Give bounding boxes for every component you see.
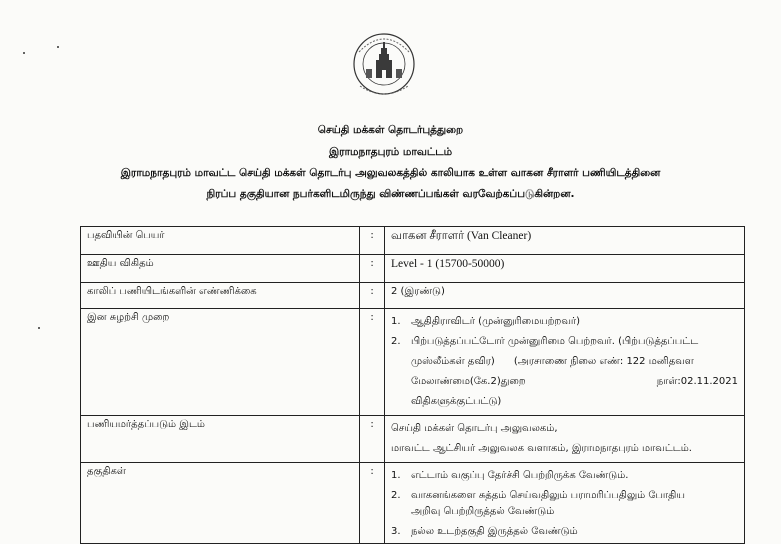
item-number: 1.	[391, 316, 401, 327]
office-name: செய்தி மக்கள் தொடர்பு அலுவலகம்,	[391, 423, 558, 434]
item-number: 1.	[391, 470, 401, 481]
list-item	[391, 468, 738, 484]
item-text: ஆதிதிராவிடர் (முன்னுரிமையற்றவர்)	[411, 316, 581, 327]
item-text: வாகனங்களை சுத்தம் செய்வதிலும் பராமரிப்பதிலும் போதிய	[411, 490, 685, 501]
notice-line-2: நிரப்ப தகுதியான நபர்களிடமிருந்து விண்ணப்பங்கள் வரவேற்கப்படுகின்றன.	[206, 188, 575, 200]
item-text: பிற்படுத்தப்பட்டோர் முன்னுரிமை பெற்றவர். (பிற்படுத்தப்பட்ட	[411, 336, 699, 347]
list-item	[391, 524, 738, 540]
post-name-value: வாகன சீராளர் (Van Cleaner)	[385, 227, 745, 255]
item-number: 2.	[391, 490, 401, 501]
table-row	[81, 309, 745, 416]
department-heading: செய்தி மக்கள் தொடர்புத்துறை	[317, 124, 464, 136]
table-row	[81, 463, 745, 544]
district-heading: இராமநாதபுரம் மாவட்டம்	[328, 146, 453, 158]
pay-scale-label: ஊதிய விகிதம்	[81, 255, 360, 283]
table-row	[81, 416, 745, 463]
pay-scale-value: Level - 1 (15700-50000)	[385, 255, 745, 283]
scan-speck	[57, 46, 59, 48]
item-continuation: அறிவு பெற்றிருத்தல் வேண்டும்	[411, 506, 555, 517]
table-row	[81, 283, 745, 309]
list-item	[391, 332, 738, 352]
scan-speck	[23, 52, 25, 54]
post-name-label: பதவியின் பெயர்	[81, 227, 360, 255]
item-text: எட்டாம் வகுப்பு தேர்ச்சி பெற்றிருக்க வேண்டும்.	[411, 470, 629, 481]
order-date: நாள்:02.11.2021	[656, 376, 738, 387]
item-number: 3.	[391, 526, 401, 537]
department-ref: மேலாண்மை(கே.2)துறை	[411, 376, 526, 387]
office-address: மாவட்ட ஆட்சியர் அலுவலக வளாகம், இராமநாதபுரம் மாவட்டம்.	[391, 443, 692, 454]
separator: :	[360, 309, 385, 416]
item-continuation	[391, 372, 738, 392]
separator: :	[360, 283, 385, 309]
list-item	[391, 488, 738, 504]
item-continuation: முஸ்லீம்கள் தவிர) (அரசாணை நிலை எண்: 122 மனிதவள	[411, 356, 694, 367]
posting-place-value	[385, 416, 745, 463]
item-text: நல்ல உடற்தகுதி இருத்தல் வேண்டும்	[411, 526, 578, 537]
rotation-value	[385, 309, 745, 416]
job-details-table	[80, 226, 745, 544]
posting-place-label: பணியமர்த்தப்படும் இடம்	[81, 416, 360, 463]
tamil-nadu-state-emblem-icon	[350, 28, 418, 104]
rotation-label: இன சுழற்சி முறை	[81, 309, 360, 416]
separator: :	[360, 463, 385, 544]
list-item	[391, 312, 738, 332]
scan-speck	[38, 327, 40, 329]
item-continuation: விதிகளுக்குட்பட்டு)	[411, 396, 502, 407]
separator: :	[360, 227, 385, 255]
qualifications-value	[385, 463, 745, 544]
table-row	[81, 255, 745, 283]
table-row	[81, 227, 745, 255]
vacancy-count-label: காலிப் பணியிடங்களின் எண்ணிக்கை	[81, 283, 360, 309]
separator: :	[360, 255, 385, 283]
qualifications-label: தகுதிகள்	[81, 463, 360, 544]
separator: :	[360, 416, 385, 463]
notice-line-1: இராமநாதபுரம் மாவட்ட செய்தி மக்கள் தொடர்பு அலுவலகத்தில் காலியாக உள்ள வாகன சீராளர் பணியிடத்தினை	[120, 167, 661, 179]
item-number: 2.	[391, 336, 401, 347]
vacancy-count-value: 2 (இரண்டு)	[385, 283, 745, 309]
